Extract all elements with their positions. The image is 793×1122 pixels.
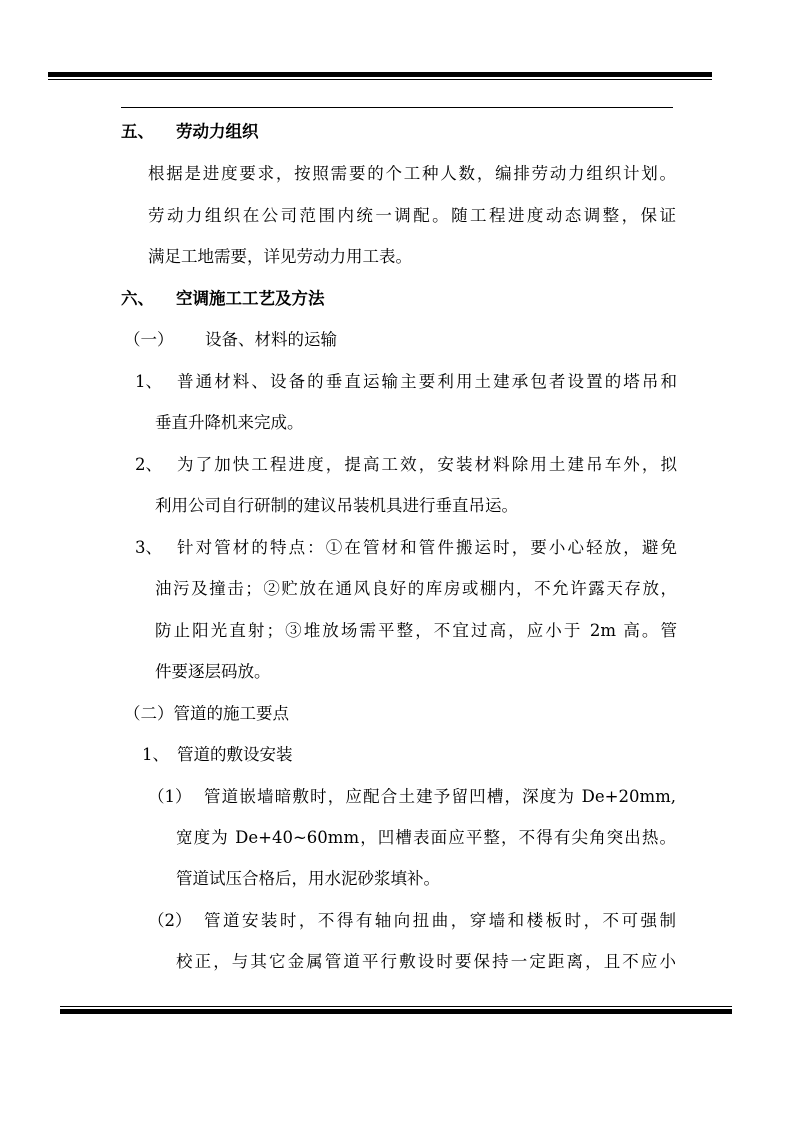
section5-title: 劳动力组织 bbox=[176, 122, 259, 141]
item1-line-2: 垂直升降机来完成。 bbox=[155, 413, 304, 432]
item2-number: 2、 bbox=[135, 455, 162, 474]
section5-number: 五、 bbox=[121, 122, 154, 141]
section5-line-3: 满足工地需要，详见劳动力用工表。 bbox=[148, 247, 412, 266]
p1-number: （1） bbox=[148, 787, 192, 806]
p1-line-1: 管道嵌墙暗敷时，应配合土建予留凹槽，深度为 De+20mm, bbox=[204, 787, 676, 806]
section5-line-2: 劳动力组织在公司范围内统一调配。随工程进度动态调整，保证 bbox=[148, 206, 676, 225]
header-rule-thick bbox=[48, 72, 712, 77]
sub2-title: （二）管道的施工要点 bbox=[124, 704, 289, 723]
item3-line-4: 件要逐层码放。 bbox=[155, 662, 271, 681]
item3-number: 3、 bbox=[135, 538, 162, 557]
sub1-number: （一） bbox=[124, 330, 174, 349]
sub2item1-title: 管道的敷设安装 bbox=[177, 745, 293, 764]
item3-line-2: 油污及撞击；②贮放在通风良好的库房或棚内，不允许露天存放， bbox=[155, 579, 677, 598]
section5-line-1: 根据是进度要求，按照需要的个工种人数，编排劳动力组织计划。 bbox=[148, 164, 676, 183]
p2-number: （2） bbox=[148, 911, 192, 930]
item1-line-1: 普通材料、设备的垂直运输主要利用土建承包者设置的塔吊和 bbox=[177, 372, 677, 391]
sub2item1-number: 1、 bbox=[142, 745, 169, 764]
item2-line-2: 利用公司自行研制的建议吊装机具进行垂直吊运。 bbox=[155, 496, 518, 515]
item1-number: 1、 bbox=[135, 372, 162, 391]
header-underline bbox=[121, 107, 673, 108]
p2-line-2: 校正，与其它金属管道平行敷设时要保持一定距离，且不应小 bbox=[176, 952, 676, 971]
section6-title: 空调施工工艺及方法 bbox=[176, 289, 325, 308]
item3-line-3: 防止阳光直射；③堆放场需平整，不宜过高，应小于 2m 高。管 bbox=[155, 621, 677, 640]
footer-rule-thick bbox=[60, 1009, 732, 1014]
item2-line-1: 为了加快工程进度，提高工效，安装材料除用土建吊车外，拟 bbox=[177, 455, 677, 474]
footer-rule-thin bbox=[60, 1006, 732, 1007]
header-rule-thin bbox=[48, 79, 712, 80]
p1-line-2: 宽度为 De+40~60mm，凹槽表面应平整，不得有尖角突出热。 bbox=[176, 828, 676, 847]
p1-line-3: 管道试压合格后，用水泥砂浆填补。 bbox=[176, 869, 440, 888]
item3-line-1: 针对管材的特点：①在管材和管件搬运时，要小心轻放，避免 bbox=[177, 538, 677, 557]
sub1-title: 设备、材料的运输 bbox=[205, 330, 337, 349]
p2-line-1: 管道安装时，不得有轴向扭曲，穿墙和楼板时，不可强制 bbox=[204, 911, 676, 930]
section6-number: 六、 bbox=[121, 289, 154, 308]
